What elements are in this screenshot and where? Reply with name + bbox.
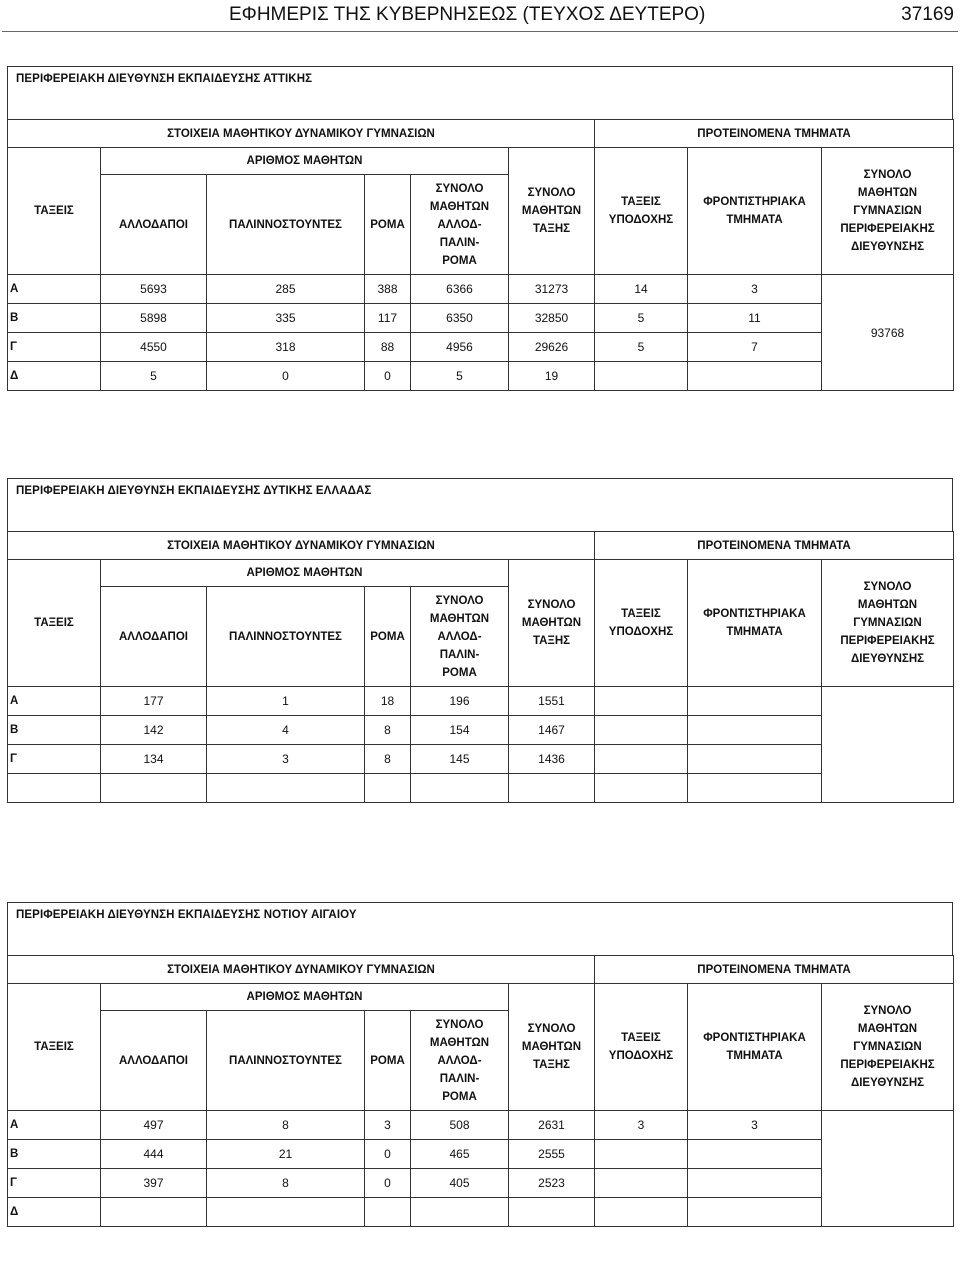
cell-repatriated: 0: [207, 362, 365, 391]
col-total-class-header: ΣΥΝΟΛΟ ΜΑΘΗΤΩΝ ΤΑΞΗΣ: [509, 560, 595, 687]
cell-foreign: 4550: [101, 333, 207, 362]
cell-reception: [595, 745, 688, 774]
cell-roma: 3: [365, 1111, 411, 1140]
cell-roma: [365, 774, 411, 803]
cell-reception: [595, 774, 688, 803]
cell-tutoring: [688, 1169, 822, 1198]
cell-reception: [595, 1169, 688, 1198]
cell-total-class: 1551: [509, 687, 595, 716]
col-tutoring-header: ΦΡΟΝΤΙΣΤΗΡΙΑΚΑ ΤΜΗΜΑΤΑ: [688, 984, 822, 1111]
cell-tutoring: [688, 1198, 822, 1227]
cell-repatriated: 1: [207, 687, 365, 716]
region-table-block: [7, 66, 953, 391]
cell-total-apr: 5: [411, 362, 509, 391]
cell-foreign: [101, 774, 207, 803]
section-students-header: ΣΤΟΙΧΕΙΑ ΜΑΘΗΤΙΚΟΥ ΔΥΝΑΜΙΚΟΥ ΓΥΜΝΑΣΙΩΝ: [8, 120, 595, 148]
cell-foreign: 5693: [101, 275, 207, 304]
page-number: 37169: [901, 4, 954, 25]
col-roma-header: ΡΟΜΑ: [365, 1011, 411, 1111]
cell-total-apr: 6366: [411, 275, 509, 304]
col-classes-header: ΤΑΞΕΙΣ: [8, 984, 101, 1111]
cell-tutoring: [688, 745, 822, 774]
number-of-students-header: ΑΡΙΘΜΟΣ ΜΑΘΗΤΩΝ: [101, 984, 509, 1011]
cell-reception: [595, 716, 688, 745]
col-foreign-header: ΑΛΛΟΔΑΠΟΙ: [101, 175, 207, 275]
section-proposed-header: ΠΡΟΤΕΙΝΟΜΕΝΑ ΤΜΗΜΑΤΑ: [595, 532, 954, 560]
cell-roma: 18: [365, 687, 411, 716]
col-reception-header: ΤΑΞΕΙΣ ΥΠΟΔΟΧΗΣ: [595, 984, 688, 1111]
col-tutoring-header: ΦΡΟΝΤΙΣΤΗΡΙΑΚΑ ΤΜΗΜΑΤΑ: [688, 560, 822, 687]
cell-foreign: 397: [101, 1169, 207, 1198]
cell-total-class: 2631: [509, 1111, 595, 1140]
cell-repatriated: 21: [207, 1140, 365, 1169]
col-classes-header: ΤΑΞΕΙΣ: [8, 148, 101, 275]
cell-total-apr: [411, 1198, 509, 1227]
cell-repatriated: [207, 774, 365, 803]
row-class: Δ: [8, 1198, 101, 1227]
cell-total-class: 1467: [509, 716, 595, 745]
cell-total-class: 32850: [509, 304, 595, 333]
col-region-total-header: ΣΥΝΟΛΟ ΜΑΘΗΤΩΝ ΓΥΜΝΑΣΙΩΝ ΠΕΡΙΦΕΡΕΙΑΚΗΣ ΔΙΕΥΘΥΝΣΗΣ: [822, 148, 954, 275]
cell-total-class: [509, 774, 595, 803]
cell-roma: 0: [365, 362, 411, 391]
cell-region-total: [822, 1111, 954, 1227]
col-region-total-header: ΣΥΝΟΛΟ ΜΑΘΗΤΩΝ ΓΥΜΝΑΣΙΩΝ ΠΕΡΙΦΕΡΕΙΑΚΗΣ ΔΙΕΥΘΥΝΣΗΣ: [822, 984, 954, 1111]
cell-foreign: 497: [101, 1111, 207, 1140]
cell-total-class: 19: [509, 362, 595, 391]
cell-total-class: 31273: [509, 275, 595, 304]
section-students-header: ΣΤΟΙΧΕΙΑ ΜΑΘΗΤΙΚΟΥ ΔΥΝΑΜΙΚΟΥ ΓΥΜΝΑΣΙΩΝ: [8, 532, 595, 560]
cell-repatriated: 8: [207, 1111, 365, 1140]
cell-foreign: 5: [101, 362, 207, 391]
cell-total-apr: 6350: [411, 304, 509, 333]
col-roma-header: ΡΟΜΑ: [365, 175, 411, 275]
cell-repatriated: 4: [207, 716, 365, 745]
cell-roma: 88: [365, 333, 411, 362]
cell-total-apr: 465: [411, 1140, 509, 1169]
cell-tutoring: 11: [688, 304, 822, 333]
cell-tutoring: [688, 774, 822, 803]
cell-total-class: 29626: [509, 333, 595, 362]
number-of-students-header: ΑΡΙΘΜΟΣ ΜΑΘΗΤΩΝ: [101, 148, 509, 175]
cell-repatriated: 318: [207, 333, 365, 362]
cell-foreign: [101, 1198, 207, 1227]
cell-tutoring: 7: [688, 333, 822, 362]
cell-tutoring: [688, 1140, 822, 1169]
cell-total-class: 2555: [509, 1140, 595, 1169]
page-header: [0, 0, 960, 34]
row-class: Γ: [8, 1169, 101, 1198]
cell-roma: 117: [365, 304, 411, 333]
row-class: Β: [8, 304, 101, 333]
students-table: [7, 955, 954, 1227]
row-class: Γ: [8, 745, 101, 774]
cell-roma: 0: [365, 1140, 411, 1169]
cell-reception: [595, 1198, 688, 1227]
col-total-apr-header: ΣΥΝΟΛΟ ΜΑΘΗΤΩΝ ΑΛΛΟΔ- ΠΑΛΙΝ- ΡΟΜΑ: [411, 1011, 509, 1111]
cell-tutoring: [688, 687, 822, 716]
row-class: Β: [8, 716, 101, 745]
cell-roma: 8: [365, 716, 411, 745]
cell-roma: 8: [365, 745, 411, 774]
cell-reception: [595, 687, 688, 716]
cell-total-apr: 508: [411, 1111, 509, 1140]
cell-total-apr: [411, 774, 509, 803]
cell-region-total: 93768: [822, 275, 954, 391]
cell-tutoring: [688, 362, 822, 391]
cell-repatriated: 285: [207, 275, 365, 304]
col-total-apr-header: ΣΥΝΟΛΟ ΜΑΘΗΤΩΝ ΑΛΛΟΔ- ΠΑΛΙΝ- ΡΟΜΑ: [411, 175, 509, 275]
cell-foreign: 444: [101, 1140, 207, 1169]
cell-reception: 3: [595, 1111, 688, 1140]
cell-total-class: 1436: [509, 745, 595, 774]
col-classes-header: ΤΑΞΕΙΣ: [8, 560, 101, 687]
cell-total-class: [509, 1198, 595, 1227]
gazette-title: ΕΦΗΜΕΡΙΣ ΤΗΣ ΚΥΒΕΡΝΗΣΕΩΣ (ΤΕΥΧΟΣ ΔΕΥΤΕΡΟ): [229, 4, 706, 25]
cell-tutoring: 3: [688, 275, 822, 304]
col-region-total-header: ΣΥΝΟΛΟ ΜΑΘΗΤΩΝ ΓΥΜΝΑΣΙΩΝ ΠΕΡΙΦΕΡΕΙΑΚΗΣ ΔΙΕΥΘΥΝΣΗΣ: [822, 560, 954, 687]
col-reception-header: ΤΑΞΕΙΣ ΥΠΟΔΟΧΗΣ: [595, 560, 688, 687]
col-total-apr-header: ΣΥΝΟΛΟ ΜΑΘΗΤΩΝ ΑΛΛΟΔ- ΠΑΛΙΝ- ΡΟΜΑ: [411, 587, 509, 687]
region-table-block: [7, 478, 953, 803]
col-reception-header: ΤΑΞΕΙΣ ΥΠΟΔΟΧΗΣ: [595, 148, 688, 275]
row-class: Β: [8, 1140, 101, 1169]
cell-reception: 5: [595, 333, 688, 362]
section-students-header: ΣΤΟΙΧΕΙΑ ΜΑΘΗΤΙΚΟΥ ΔΥΝΑΜΙΚΟΥ ΓΥΜΝΑΣΙΩΝ: [8, 956, 595, 984]
region-table-block: [7, 902, 953, 1227]
cell-total-class: 2523: [509, 1169, 595, 1198]
cell-foreign: 5898: [101, 304, 207, 333]
section-proposed-header: ΠΡΟΤΕΙΝΟΜΕΝΑ ΤΜΗΜΑΤΑ: [595, 956, 954, 984]
cell-total-apr: 196: [411, 687, 509, 716]
col-repatriated-header: ΠΑΛΙΝΝΟΣΤΟΥΝΤΕΣ: [207, 587, 365, 687]
cell-total-apr: 154: [411, 716, 509, 745]
row-class: Α: [8, 687, 101, 716]
cell-foreign: 134: [101, 745, 207, 774]
col-repatriated-header: ΠΑΛΙΝΝΟΣΤΟΥΝΤΕΣ: [207, 1011, 365, 1111]
cell-repatriated: 8: [207, 1169, 365, 1198]
region-title-bar: [7, 478, 953, 531]
region-title-bar: [7, 902, 953, 955]
row-class: Γ: [8, 333, 101, 362]
row-class: Α: [8, 275, 101, 304]
section-proposed-header: ΠΡΟΤΕΙΝΟΜΕΝΑ ΤΜΗΜΑΤΑ: [595, 120, 954, 148]
cell-reception: 14: [595, 275, 688, 304]
region-title: ΠΕΡΙΦΕΡΕΙΑΚΗ ΔΙΕΥΘΥΝΣΗ ΕΚΠΑΙΔΕΥΣΗΣ ΝΟΤΙΟΥ ΑΙΓΑΙΟΥ: [16, 909, 357, 921]
cell-reception: [595, 1140, 688, 1169]
cell-foreign: 142: [101, 716, 207, 745]
region-title: ΠΕΡΙΦΕΡΕΙΑΚΗ ΔΙΕΥΘΥΝΣΗ ΕΚΠΑΙΔΕΥΣΗΣ ΔΥΤΙΚΗΣ ΕΛΛΑΔΑΣ: [16, 485, 372, 497]
cell-total-apr: 145: [411, 745, 509, 774]
cell-total-apr: 4956: [411, 333, 509, 362]
cell-tutoring: 3: [688, 1111, 822, 1140]
cell-roma: [365, 1198, 411, 1227]
col-foreign-header: ΑΛΛΟΔΑΠΟΙ: [101, 587, 207, 687]
col-foreign-header: ΑΛΛΟΔΑΠΟΙ: [101, 1011, 207, 1111]
students-table: [7, 531, 954, 803]
cell-region-total: [822, 687, 954, 803]
row-class: [8, 774, 101, 803]
row-class: Δ: [8, 362, 101, 391]
col-repatriated-header: ΠΑΛΙΝΝΟΣΤΟΥΝΤΕΣ: [207, 175, 365, 275]
cell-repatriated: 3: [207, 745, 365, 774]
cell-tutoring: [688, 716, 822, 745]
cell-reception: [595, 362, 688, 391]
region-title-bar: [7, 66, 953, 119]
cell-total-apr: 405: [411, 1169, 509, 1198]
number-of-students-header: ΑΡΙΘΜΟΣ ΜΑΘΗΤΩΝ: [101, 560, 509, 587]
row-class: Α: [8, 1111, 101, 1140]
students-table: [7, 119, 954, 391]
cell-foreign: 177: [101, 687, 207, 716]
col-total-class-header: ΣΥΝΟΛΟ ΜΑΘΗΤΩΝ ΤΑΞΗΣ: [509, 984, 595, 1111]
col-roma-header: ΡΟΜΑ: [365, 587, 411, 687]
cell-roma: 0: [365, 1169, 411, 1198]
cell-repatriated: 335: [207, 304, 365, 333]
header-rule: [2, 31, 958, 32]
region-title: ΠΕΡΙΦΕΡΕΙΑΚΗ ΔΙΕΥΘΥΝΣΗ ΕΚΠΑΙΔΕΥΣΗΣ ΑΤΤΙΚΗΣ: [16, 73, 313, 85]
cell-roma: 388: [365, 275, 411, 304]
cell-reception: 5: [595, 304, 688, 333]
cell-repatriated: [207, 1198, 365, 1227]
col-total-class-header: ΣΥΝΟΛΟ ΜΑΘΗΤΩΝ ΤΑΞΗΣ: [509, 148, 595, 275]
col-tutoring-header: ΦΡΟΝΤΙΣΤΗΡΙΑΚΑ ΤΜΗΜΑΤΑ: [688, 148, 822, 275]
